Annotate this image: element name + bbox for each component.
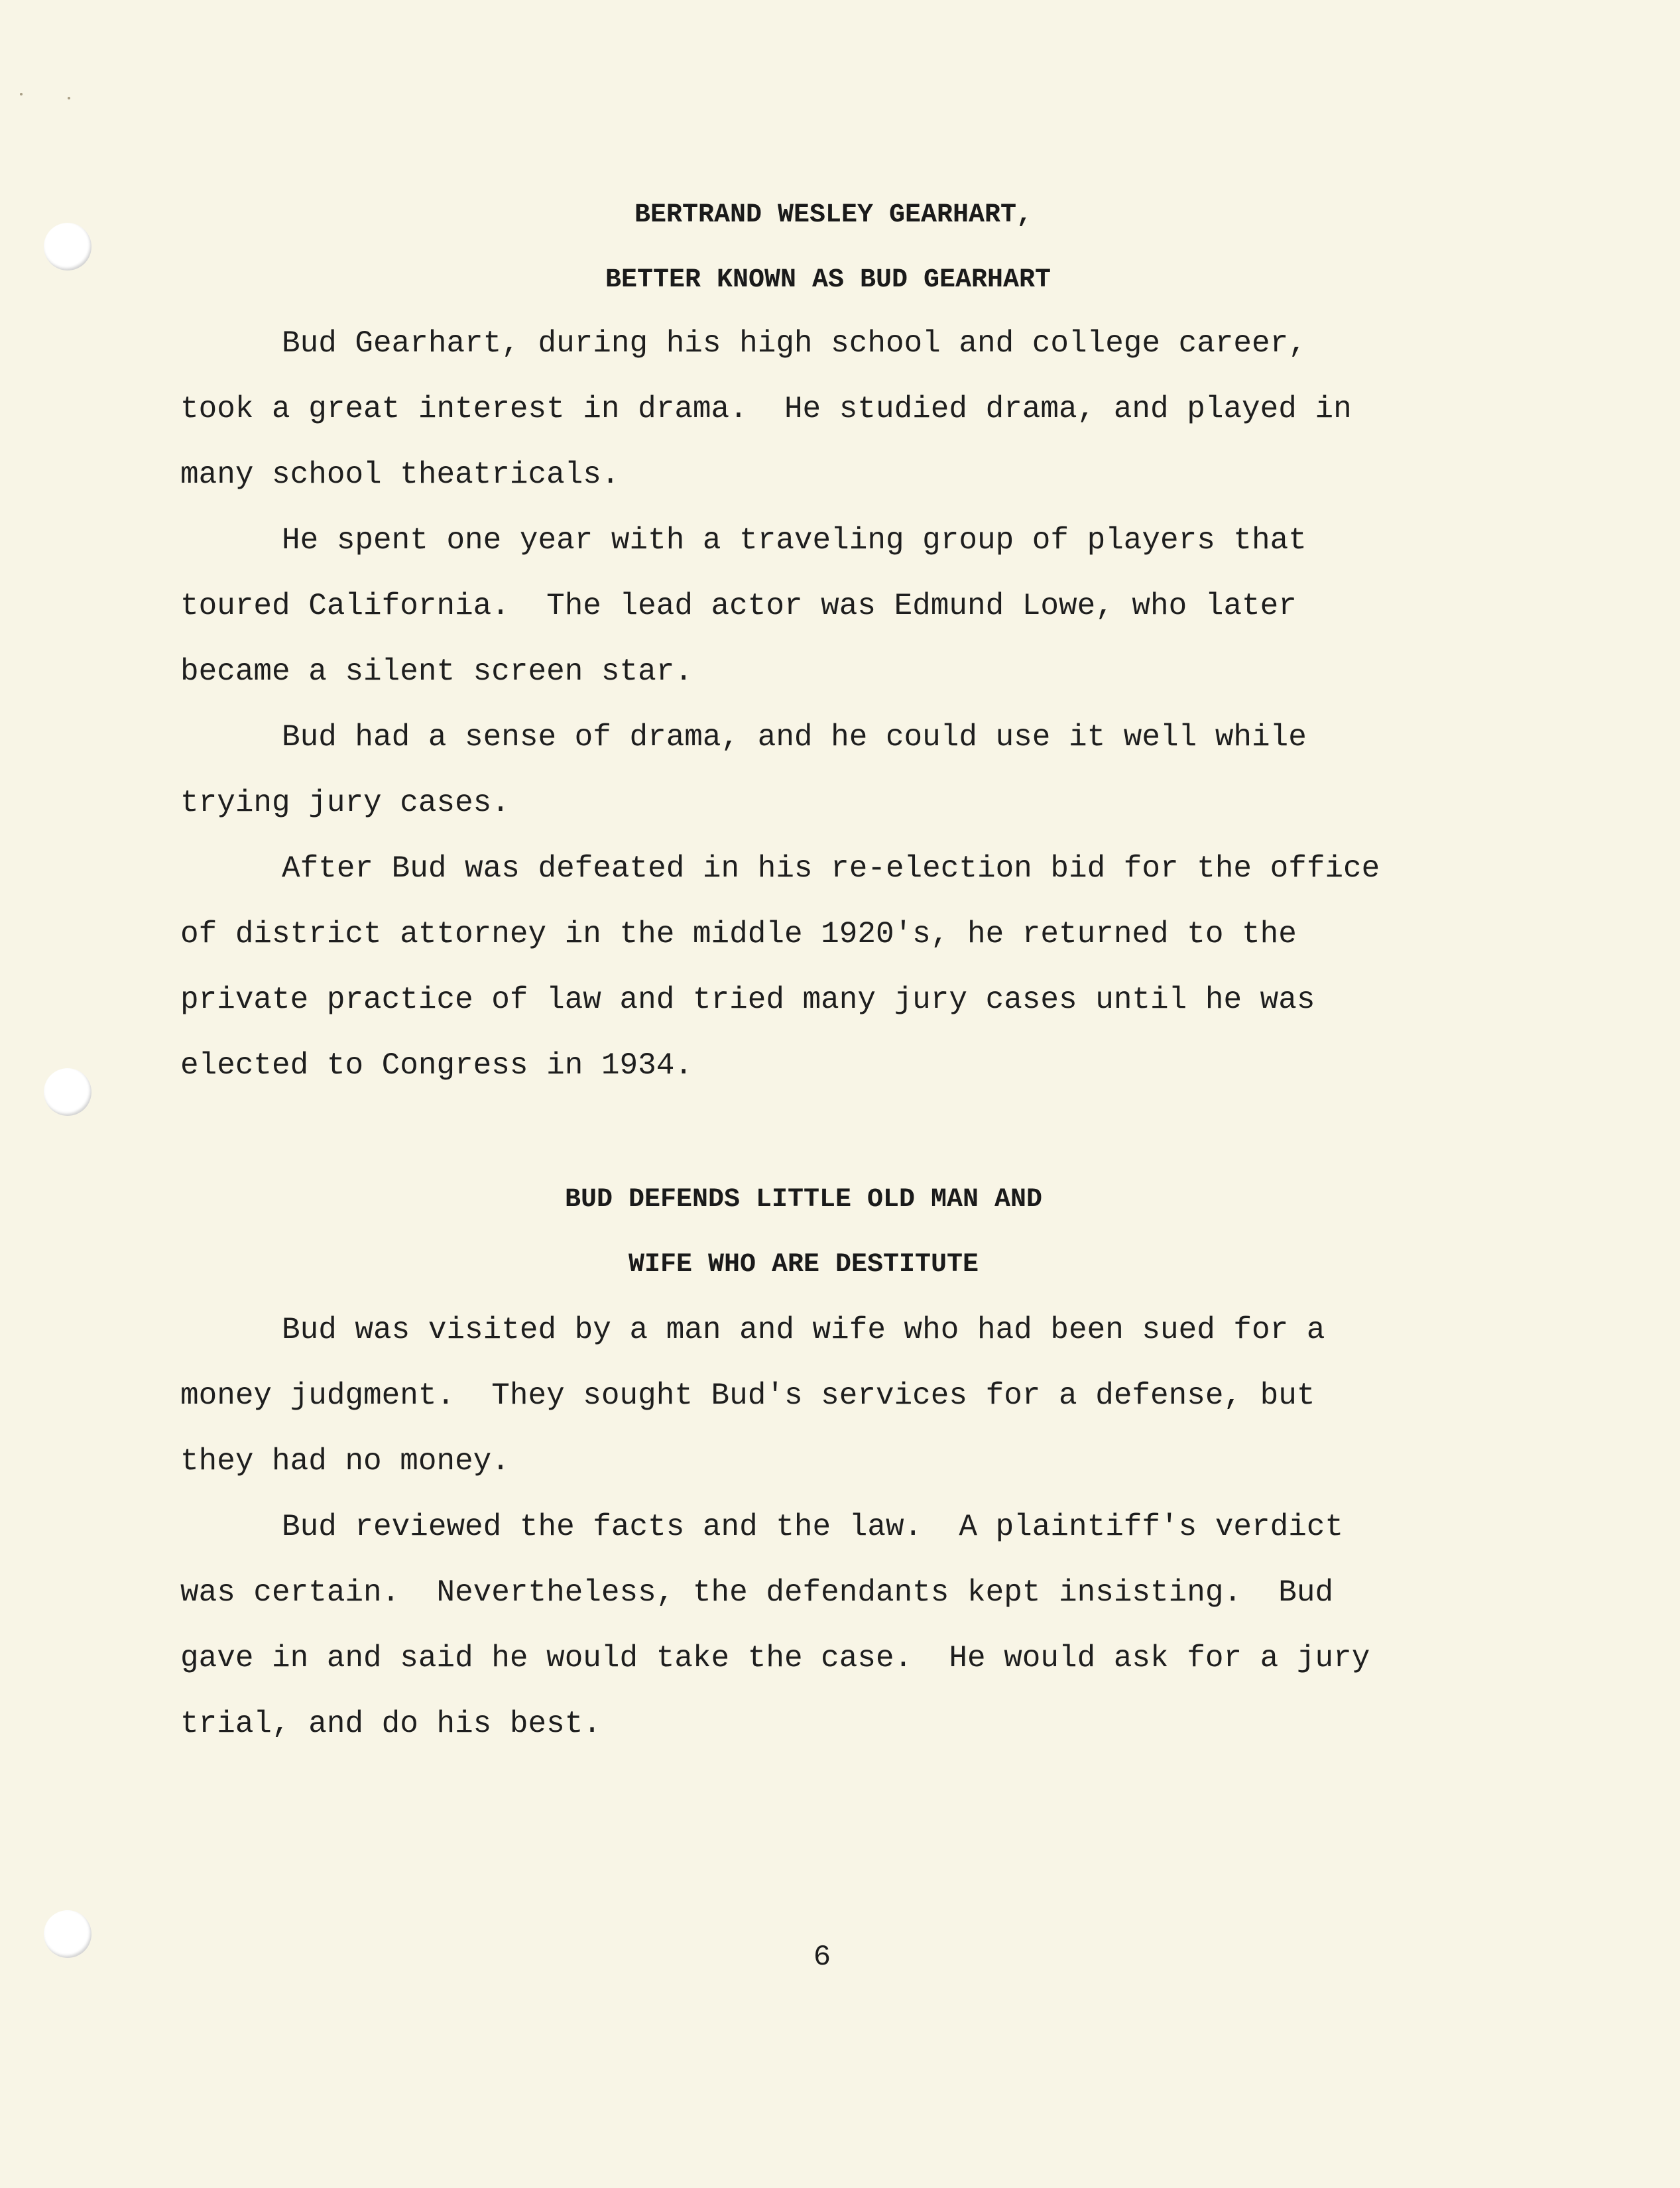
paragraph-line: became a silent screen star. <box>180 654 693 689</box>
paragraph-line: trying jury cases. <box>180 786 510 820</box>
section1-heading-line2: BETTER KNOWN AS BUD GEARHART <box>605 265 1051 295</box>
paragraph-line: gave in and said he would take the case. He would ask for a jury <box>180 1641 1370 1675</box>
paragraph-line: Bud reviewed the facts and the law. A plaintiff's verdict <box>282 1510 1344 1544</box>
paragraph-line: money judgment. They sought Bud's services for a defense, but <box>180 1378 1315 1413</box>
paragraph-line: was certain. Nevertheless, the defendants kept insisting. Bud <box>180 1575 1334 1610</box>
paragraph-line: took a great interest in drama. He studied drama, and played in <box>180 392 1352 426</box>
paper-speck <box>68 97 70 99</box>
paragraph-line: trial, and do his best. <box>180 1707 601 1741</box>
paragraph-line: many school theatricals. <box>180 457 620 492</box>
paragraph-line: He spent one year with a traveling group of players that <box>282 523 1307 558</box>
paragraph-line: Bud Gearhart, during his high school and college career, <box>282 326 1307 361</box>
paragraph-line: Bud was visited by a man and wife who had been sued for a <box>282 1313 1325 1347</box>
paragraph-line: private practice of law and tried many jury cases until he was <box>180 983 1315 1017</box>
binder-hole-middle <box>44 1068 91 1116</box>
paragraph-line: elected to Congress in 1934. <box>180 1048 693 1083</box>
section2-heading-line1: BUD DEFENDS LITTLE OLD MAN AND <box>564 1185 1043 1215</box>
paragraph-line: Bud had a sense of drama, and he could use it well while <box>282 720 1307 755</box>
paragraph-line: of district attorney in the middle 1920's, he returned to the <box>180 917 1297 951</box>
paragraph-line: After Bud was defeated in his re-election bid for the office <box>282 851 1380 886</box>
page-number: 6 <box>813 1941 831 1974</box>
section1-heading-line1: BERTRAND WESLEY GEARHART, <box>634 200 1033 230</box>
paper-speck <box>20 93 23 95</box>
section2-heading-line2: WIFE WHO ARE DESTITUTE <box>628 1250 979 1280</box>
paragraph-line: toured California. The lead actor was Edmund Lowe, who later <box>180 589 1297 623</box>
paragraph-line: they had no money. <box>180 1444 510 1479</box>
